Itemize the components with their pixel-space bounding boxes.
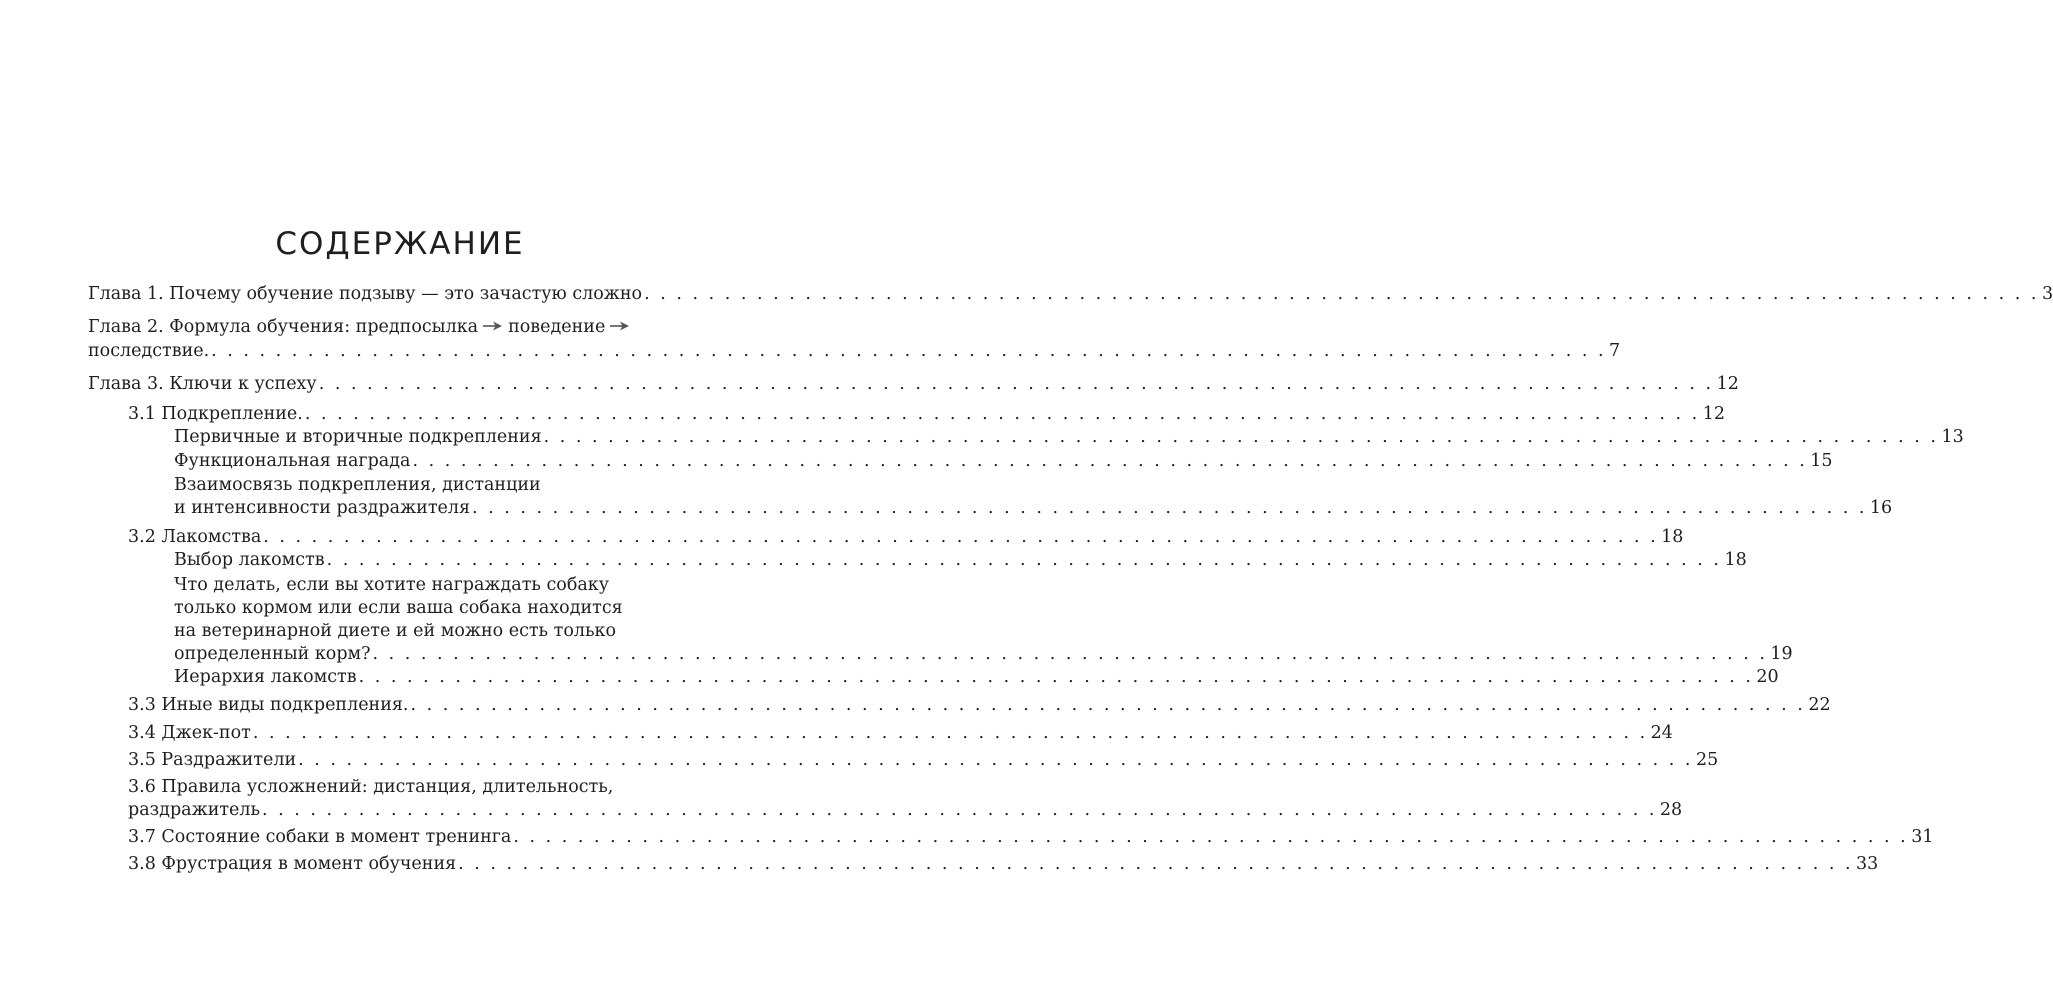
toc-entry-label: 3.2 Лакомства [128, 527, 262, 547]
toc-page-number: 28 [1659, 800, 1683, 820]
toc-entry-3-1[interactable] [128, 403, 1725, 425]
toc-page-number: 12 [1716, 374, 1739, 394]
toc-entry-label: 3.7 Состояние собаки в момент тренинга [128, 827, 512, 847]
toc-page-number: 31 [1911, 827, 1934, 847]
toc-page-number: 15 [1810, 451, 1833, 471]
toc-page-number: 12 [1702, 404, 1725, 424]
toc-page-number: 7 [1609, 341, 1621, 361]
toc-entry-chapter-2-line-2[interactable] [88, 340, 1621, 362]
dot-leader: . . . . . . . . . . . . . . . . . . . . . . . . . . . . . . . . . . . . . . . . . . . . . . . . . . . . . . . . . . . . . . . . . . . . . . . . . . . . . . . . . . . . . . . [644, 284, 2039, 304]
toc-page-number: 20 [1756, 667, 1779, 687]
toc-page-number: 16 [1869, 498, 1893, 518]
toc-entry-3-2-c[interactable] [174, 666, 1779, 688]
toc-entry-label: Что делать, если вы хотите награждать собаку [174, 575, 610, 595]
dot-leader: . . . . . . . . . . . . . . . . . . . . . . . . . . . . . . . . . . . . . . . . . . . . . . . . . . . . . . . . . . . . . . . . . . . . . . . . . . . . . . . . . . . . . . . [263, 527, 1659, 547]
toc-entry-label: 3.4 Джек-пот [128, 723, 251, 743]
dot-leader: . . . . . . . . . . . . . . . . . . . . . . . . . . . . . . . . . . . . . . . . . . . . . . . . . . . . . . . . . . . . . . . . . . . . . . . . . . . . . . . . . . . . . . . [372, 644, 1768, 664]
toc-entry-3-2-b-line-2[interactable] [174, 597, 710, 619]
dot-leader: . . . . . . . . . . . . . . . . . . . . . . . . . . . . . . . . . . . . . . . . . . . . . . . . . . . . . . . . . . . . . . . . . . . . . . . . . . . . . . . . . . . . . . . [412, 451, 1808, 471]
toc-entry-label: Взаимосвязь подкрепления, дистанции [174, 475, 541, 495]
toc-entry-label: Выбор лакомств [174, 550, 325, 570]
toc-page-number: 18 [1724, 550, 1747, 570]
toc-entry-label: 3.3 Иные виды подкрепления. [128, 695, 409, 715]
dot-leader: . . . . . . . . . . . . . . . . . . . . . . . . . . . . . . . . . . . . . . . . . . . . . . . . . . . . . . . . . . . . . . . . . . . . . . . . . . . . . . . . . . . . . . . [304, 404, 1700, 424]
toc-page-number: 33 [1856, 854, 1879, 874]
toc-entry-3-3[interactable] [128, 694, 1831, 716]
toc-entry-chapter-2-line-1[interactable] [88, 316, 710, 338]
toc-entry-3-5[interactable] [128, 749, 1719, 771]
toc-entry-label: Иерархия лакомств [174, 667, 357, 687]
dot-leader: . . . . . . . . . . . . . . . . . . . . . . . . . . . . . . . . . . . . . . . . . . . . . . . . . . . . . . . . . . . . . . . . . . . . . . . . . . . . . . . . . . . . . . . [262, 800, 1657, 820]
dot-leader: . . . . . . . . . . . . . . . . . . . . . . . . . . . . . . . . . . . . . . . . . . . . . . . . . . . . . . . . . . . . . . . . . . . . . . . . . . . . . . . . . . . . . . . [513, 827, 1909, 847]
toc-entry-label: 3.8 Фрустрация в момент обучения [128, 854, 457, 874]
toc-entry-3-1-c-line-1[interactable] [174, 474, 710, 496]
toc-entry-3-2[interactable] [128, 526, 1684, 548]
toc-entry-label: на ветеринарной диете и ей можно есть только [174, 621, 616, 641]
dot-leader: . . . . . . . . . . . . . . . . . . . . . . . . . . . . . . . . . . . . . . . . . . . . . . . . . . . . . . . . . . . . . . . . . . . . . . . . . . . . . . . . . . . . . . . [543, 427, 1939, 447]
toc-entry-3-7[interactable] [128, 826, 1934, 848]
toc-entry-label: поведение [508, 317, 606, 337]
toc-entry-label: Глава 3. Ключи к успеху [88, 374, 317, 394]
toc-entry-label: 3.1 Подкрепление. [128, 404, 303, 424]
toc-page-number: 22 [1808, 695, 1831, 715]
toc-entry-3-2-b-line-3[interactable] [174, 620, 710, 642]
dot-leader: . . . . . . . . . . . . . . . . . . . . . . . . . . . . . . . . . . . . . . . . . . . . . . . . . . . . . . . . . . . . . . . . . . . . . . . . . . . . . . . . . . . . . . . [326, 550, 1722, 570]
toc-entry-label: Глава 1. Почему обучение подзыву — это зачастую сложно [88, 284, 643, 304]
dot-leader: . . . . . . . . . . . . . . . . . . . . . . . . . . . . . . . . . . . . . . . . . . . . . . . . . . . . . . . . . . . . . . . . . . . . . . . . . . . . . . . . . . . . . . . [318, 374, 1714, 394]
dot-leader: . . . . . . . . . . . . . . . . . . . . . . . . . . . . . . . . . . . . . . . . . . . . . . . . . . . . . . . . . . . . . . . . . . . . . . . . . . . . . . . . . . . . . . . [458, 854, 1854, 874]
toc-entry-label: только кормом или если ваша собака находится [174, 598, 623, 618]
dot-leader: . . . . . . . . . . . . . . . . . . . . . . . . . . . . . . . . . . . . . . . . . . . . . . . . . . . . . . . . . . . . . . . . . . . . . . . . . . . . . . . . . . . . . . . [472, 498, 1867, 518]
dot-leader: . . . . . . . . . . . . . . . . . . . . . . . . . . . . . . . . . . . . . . . . . . . . . . . . . . . . . . . . . . . . . . . . . . . . . . . . . . . . . . . . . . . . . . . [211, 341, 1607, 361]
toc-entry-label: 3.5 Раздражители [128, 750, 297, 770]
toc-page-number: 24 [1650, 723, 1673, 743]
dot-leader: . . . . . . . . . . . . . . . . . . . . . . . . . . . . . . . . . . . . . . . . . . . . . . . . . . . . . . . . . . . . . . . . . . . . . . . . . . . . . . . . . . . . . . . [358, 667, 1754, 687]
toc-entry-label: Функциональная награда [174, 451, 411, 471]
toc-entry-label: Первичные и вторичные подкрепления [174, 427, 542, 447]
toc-entry-chapter-3[interactable] [88, 373, 1739, 395]
toc-entry-3-2-b-line-1[interactable] [174, 574, 710, 596]
page-title: СОДЕРЖАНИЕ [275, 226, 525, 262]
toc-entry-label: и интенсивности раздражителя [174, 498, 471, 518]
arrow-right-icon [482, 320, 504, 332]
toc-entry-label: Глава 2. Формула обучения: предпосылка [88, 317, 479, 337]
toc-entry-3-6-line-1[interactable] [128, 776, 710, 798]
toc-entry-3-4[interactable] [128, 722, 1673, 744]
dot-leader: . . . . . . . . . . . . . . . . . . . . . . . . . . . . . . . . . . . . . . . . . . . . . . . . . . . . . . . . . . . . . . . . . . . . . . . . . . . . . . . . . . . . . . . [298, 750, 1693, 770]
toc-entry-3-2-a[interactable] [174, 549, 1747, 571]
toc-entry-chapter-1[interactable] [88, 283, 2053, 305]
toc-entry-label: определенный корм? [174, 644, 371, 664]
toc-entry-label: последствие. [88, 341, 210, 361]
dot-leader: . . . . . . . . . . . . . . . . . . . . . . . . . . . . . . . . . . . . . . . . . . . . . . . . . . . . . . . . . . . . . . . . . . . . . . . . . . . . . . . . . . . . . . . [252, 723, 1648, 743]
toc-entry-3-8[interactable] [128, 853, 1879, 875]
toc-page-number: 25 [1696, 750, 1719, 770]
toc-entry-3-1-a[interactable] [174, 426, 1964, 448]
toc-entry-3-6-line-2[interactable] [128, 799, 1683, 821]
arrow-right-icon [609, 320, 631, 332]
toc-entry-label: 3.6 Правила усложнений: дистанция, длительность, [128, 777, 614, 797]
toc-page-number: 13 [1941, 427, 1964, 447]
toc-page-number: 3 [2041, 284, 2053, 304]
toc-page-number: 19 [1770, 644, 1793, 664]
toc-entry-label: раздражитель [128, 800, 261, 820]
dot-leader: . . . . . . . . . . . . . . . . . . . . . . . . . . . . . . . . . . . . . . . . . . . . . . . . . . . . . . . . . . . . . . . . . . . . . . . . . . . . . . . . . . . . . . . [410, 695, 1806, 715]
toc-entry-3-2-b-line-4[interactable] [174, 643, 1793, 665]
toc-page-number: 18 [1661, 527, 1684, 547]
toc-entry-3-1-c-line-2[interactable] [174, 497, 1893, 519]
toc-entry-3-1-b[interactable] [174, 450, 1833, 472]
